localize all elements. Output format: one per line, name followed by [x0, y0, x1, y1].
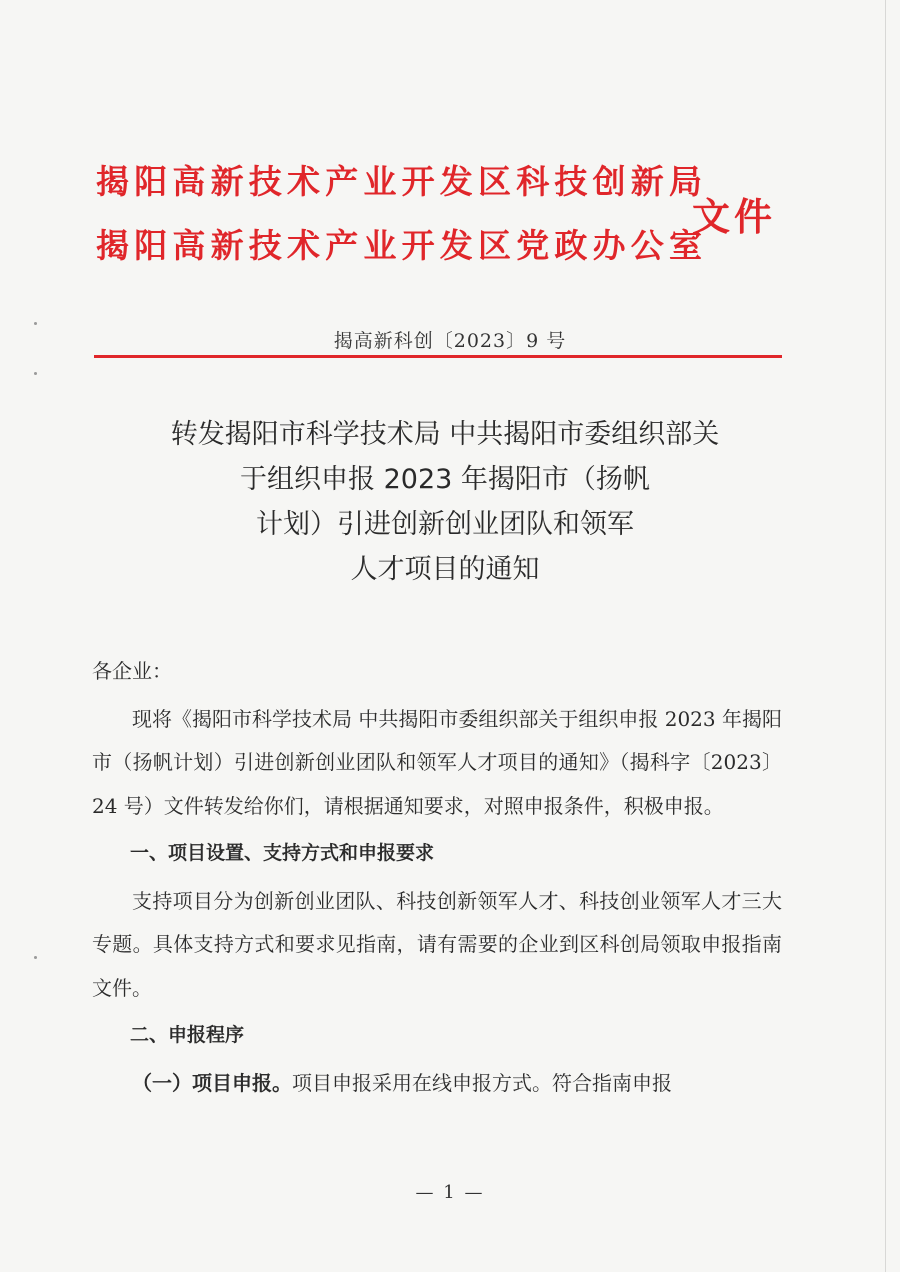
paragraph-1: 现将《揭阳市科学技术局 中共揭阳市委组织部关于组织申报 2023 年揭阳市（扬帆计划）引进创新创业团队和领军人才项目的通知》（揭科字〔2023〕24 号）文件转发给你们，请根据通知要求，对照申报条件，积极申报。	[92, 706, 782, 818]
page-edge	[885, 0, 886, 1272]
paragraph-3-lead: （一）项目申报。	[132, 1070, 292, 1095]
scan-speck	[34, 372, 37, 375]
section-heading-2: 二、申报程序	[130, 1024, 245, 1046]
scan-speck	[34, 956, 37, 959]
title-line-1: 转发揭阳市科学技术局 中共揭阳市委组织部关	[170, 419, 720, 450]
issuer-suffix: 文件	[692, 195, 777, 239]
document-number: 揭高新科创〔2023〕9 号	[333, 330, 567, 352]
red-separator-rule	[94, 355, 782, 358]
issuer-line-2: 揭阳高新技术产业开发区党政办公室	[96, 226, 708, 265]
salutation: 各企业：	[92, 659, 172, 683]
paragraph-3	[92, 1062, 782, 1106]
body-text	[92, 650, 782, 1109]
paragraph-2: 支持项目分为创新创业团队、科技创新领军人才、科技创业领军人才三大专题。具体支持方式和要求见指南，请有需要的企业到区科创局领取申报指南文件。	[92, 888, 782, 1000]
section-heading-1: 一、项目设置、支持方式和申报要求	[130, 842, 435, 864]
scan-speck	[34, 322, 37, 325]
paragraph-3-text: 项目申报采用在线申报方式。符合指南申报	[292, 1070, 672, 1095]
issuer-block	[96, 148, 796, 278]
page-number: — 1 —	[415, 1182, 485, 1203]
title-line-4: 人才项目的通知	[350, 554, 540, 585]
notice-title	[80, 412, 810, 592]
title-line-2: 于组织申报 2023 年揭阳市（扬帆	[240, 464, 650, 495]
issuer-line-1: 揭阳高新技术产业开发区科技创新局	[96, 162, 708, 201]
title-line-3: 计划）引进创新创业团队和领军	[256, 509, 634, 540]
